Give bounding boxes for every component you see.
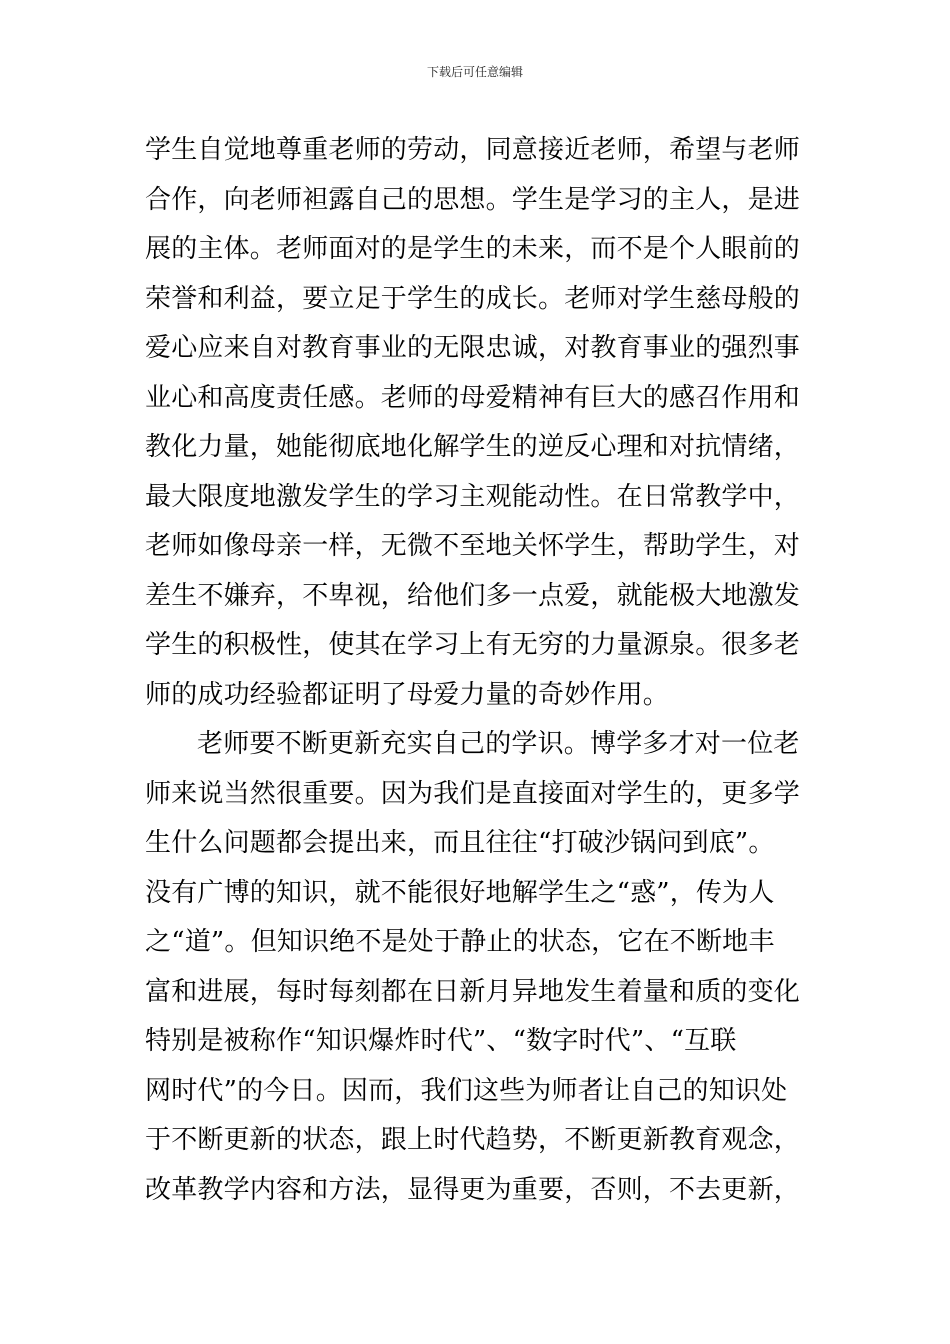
text-line: 于不断更新的状态，跟上时代趋势，不断更新教育观念， <box>145 1125 801 1155</box>
text-line: 特别是被称作“知识爆炸时代”、“数字时代”、“互联 <box>145 1026 737 1056</box>
text-line: 业心和高度责任感。老师的母爱精神有巨大的感召作用和 <box>145 382 801 413</box>
text-line: 老师如像母亲一样，无微不至地关怀学生，帮助学生，对 <box>145 531 801 561</box>
page-header: 下载后可任意编辑 <box>426 65 523 79</box>
text-line: 荣誉和利益，要立足于学生的成长。老师对学生慈母般的 <box>145 283 801 314</box>
text-line: 教化力量，她能彻底地化解学生的逆反心理和对抗情绪， <box>145 432 801 462</box>
text-line: 展的主体。老师面对的是学生的未来，而不是个人眼前的 <box>145 234 801 264</box>
text-line: 合作，向老师袒露自己的思想。学生是学习的主人，是进 <box>145 184 801 215</box>
paragraph-1 <box>145 126 815 720</box>
text-line-indented: 老师要不断更新充实自己的学识。博学多才对一位老 <box>197 729 800 759</box>
text-line: 学生自觉地尊重老师的劳动，同意接近老师，希望与老师 <box>145 135 801 165</box>
text-line: 富和进展，每时每刻都在日新月异地发生着量和质的变化 <box>145 976 801 1007</box>
text-line: 师来说当然很重要。因为我们是直接面对学生的，更多学 <box>145 778 801 809</box>
text-line: 差生不嫌弃，不卑视，给他们多一点爱，就能极大地激发 <box>145 580 801 611</box>
text-line: 生什么问题都会提出来，而且往往“打破沙锅问到底”。 <box>145 828 775 858</box>
text-line: 师的成功经验都证明了母爱力量的奇妙作用。 <box>145 679 670 710</box>
text-line: 最大限度地激发学生的学习主观能动性。在日常教学中， <box>145 481 801 512</box>
document-body <box>145 126 815 1215</box>
text-line: 学生的积极性，使其在学习上有无穷的力量源泉。很多老 <box>145 630 801 660</box>
text-line: 网时代”的今日。因而，我们这些为师者让自己的知识处 <box>145 1075 788 1106</box>
text-line: 改革教学内容和方法，显得更为重要，否则，不去更新， <box>145 1174 801 1205</box>
text-line: 之“道”。但知识绝不是处于静止的状态，它在不断地丰 <box>145 927 775 957</box>
text-line: 爱心应来自对教育事业的无限忠诚，对教育事业的强烈事 <box>145 333 801 363</box>
text-line: 没有广博的知识，就不能很好地解学生之“惑”，传为人 <box>145 877 775 908</box>
paragraph-2 <box>145 720 815 1215</box>
